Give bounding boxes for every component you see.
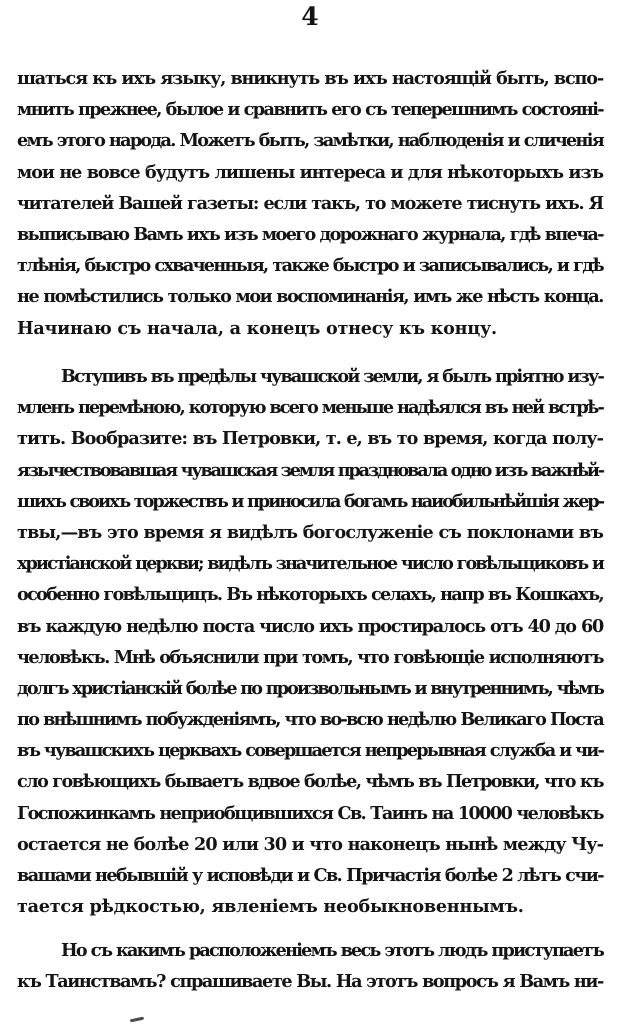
text-line: емъ этого народа. Можетъ быть, замѣтки, наблюденія и сличенія xyxy=(17,130,603,152)
text-line: по внѣшнимъ побужденіямъ, что во-всю недѣлю Великаго Поста xyxy=(17,709,603,731)
ink-smudge xyxy=(130,1017,144,1023)
text-line: къ Таинствамъ? спрашиваете Вы. На этотъ вопросъ я Вамъ ни- xyxy=(17,971,603,993)
text-line: человѣкъ. Мнѣ объяснили при томъ, что говѣющіе исполняютъ xyxy=(17,646,603,668)
paragraph-1 xyxy=(17,63,603,344)
text-line: шихъ своихъ торжествъ и приносила богамъ наиобильнѣйшія жер- xyxy=(17,490,603,512)
text-line: тить. Вообразите: въ Петровки, т. е, въ то время, когда полу- xyxy=(17,428,603,450)
text-line: шаться къ ихъ языку, вникнуть въ ихъ настоящій быть, вспо- xyxy=(17,68,603,89)
text-line: христіанской церкви; видѣлъ значительное число говѣльщиковъ и xyxy=(17,553,603,575)
text-line: въ чувашскихъ церквахъ совершается непрерывная служба и чи- xyxy=(17,740,603,762)
text-line: выписываю Вамъ ихъ изъ моего дорожнаго журнала, гдѣ впеча- xyxy=(17,223,603,245)
text-line: Вступивъ въ предѣлы чувашской земли, я былъ пріятно изу- xyxy=(61,366,603,387)
page-number: 4 xyxy=(301,2,319,31)
text-line: сло говѣющихъ бываетъ вдвое болѣе, чѣмъ въ Петровки, что къ xyxy=(17,771,603,793)
text-line: въ каждую недѣлю поста число ихъ простиралось отъ 40 до 60 xyxy=(17,615,603,637)
text-line: особенно говѣльщицъ. Въ нѣкоторыхъ селахъ, напр въ Кошкахъ, xyxy=(17,584,603,606)
text-line: читателей Вашей газеты: если такъ, то можете тиснуть ихъ. Я xyxy=(17,192,603,214)
text-line: твы,—въ это время я видѣлъ богослуженіе съ поклонами въ xyxy=(17,521,603,543)
text-line: язычествовавшая чувашская земля праздновала одно изъ важнѣй- xyxy=(17,459,603,481)
text-line: мои не вовсе будутъ лишены интереса и для нѣкоторыхъ изъ xyxy=(17,161,603,183)
text-line: тается рѣдкостью, явленіемъ необыкновеннымъ. xyxy=(17,896,524,918)
text-line: остается не болѣе 20 или 30 и что наконецъ нынѣ между Чу- xyxy=(17,833,603,855)
text-line: не помѣстились только мои воспоминанія, имъ же нѣсть конца. xyxy=(17,286,603,308)
text-line: Но съ какимъ расположеніемъ весь этотъ людъ приступаетъ xyxy=(61,940,603,961)
text-line: Начинаю съ начала, а конецъ отнесу къ концу. xyxy=(17,317,497,339)
text-line: Госпожинкамъ неприобщившихся Св. Таинъ на 10000 человѣкъ xyxy=(17,802,603,824)
paragraph-3 xyxy=(17,935,603,997)
text-line: тлѣнія, быстро схваченныя, также быстро и записывались, и гдѣ xyxy=(17,255,603,277)
text-line: мнить прежнее, былое и сравнить его съ теперешнимъ состояні- xyxy=(17,99,603,121)
text-line: долгъ христіанскій болѣе по произвольнымъ и внутреннимъ, чѣмъ xyxy=(17,677,603,699)
paragraph-2 xyxy=(17,361,603,922)
text-line: вашами небывшій у исповѣди и Св. Причастія болѣе 2 лѣтъ счи- xyxy=(17,865,603,886)
text-line: мленъ перемѣною, которую всего меньше надѣялся въ ней встрѣ- xyxy=(17,397,603,419)
